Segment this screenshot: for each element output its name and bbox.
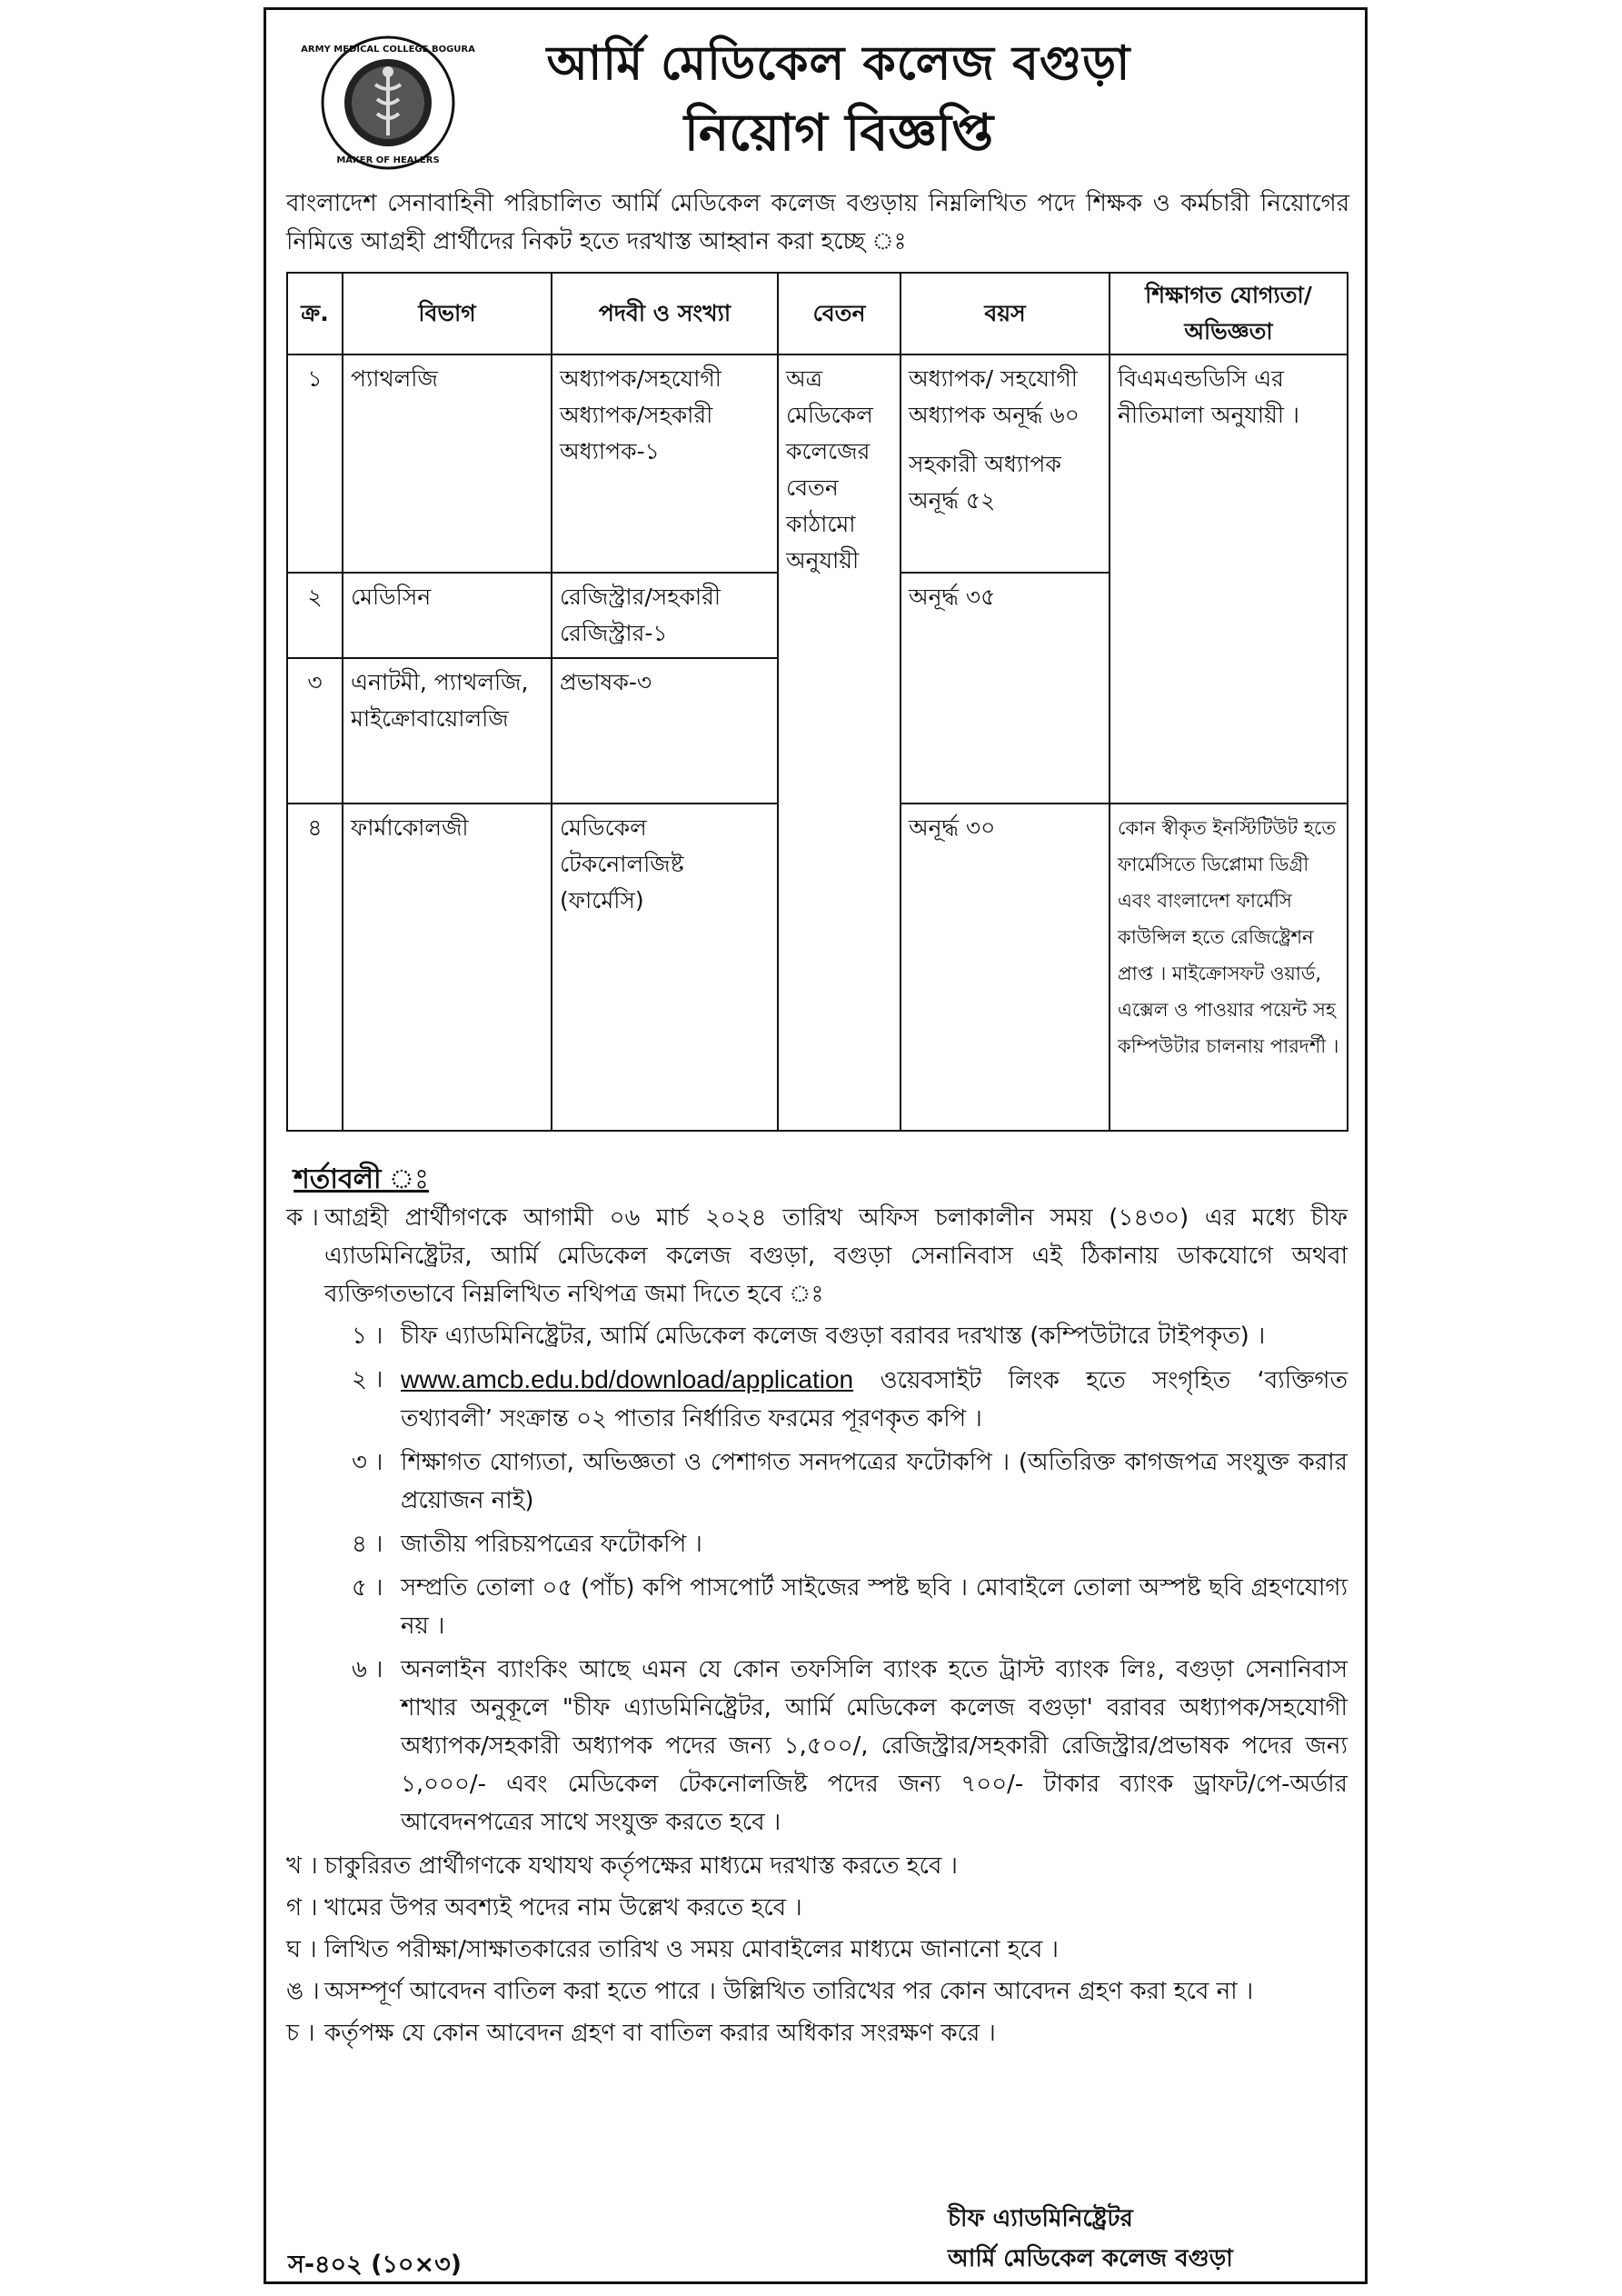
item-marker: ৫ । xyxy=(352,1574,383,1602)
condition-marker: ক । xyxy=(286,1204,319,1232)
logo-text-top: ARMY MEDICAL COLLEGE BOGURA xyxy=(301,45,475,55)
row-department: এনাটমী, প্যাথলজি, মাইক্রোবায়োলজি xyxy=(343,658,552,804)
row-post: রেজিস্ট্রার/সহকারী রেজিস্ট্রার-১ xyxy=(552,573,778,658)
row-post: প্রভাষক-৩ xyxy=(552,658,778,804)
header-salary: বেতন xyxy=(778,273,901,354)
row-serial: ১ xyxy=(287,354,343,573)
age-cell-technologist xyxy=(901,804,1110,1131)
item-marker: ৩ । xyxy=(352,1449,383,1476)
item-text: জাতীয় পরিচয়পত্রের ফটোকপি । xyxy=(401,1531,702,1558)
signatory-title: চীফ এ্যাডমিনিষ্ট্রেটর xyxy=(948,2205,1133,2232)
conditions-title-colon: ঃ xyxy=(381,1163,429,1195)
condition-marker: ঙ । xyxy=(286,1978,320,2005)
vacancy-table xyxy=(286,272,1348,1132)
condition-text: কর্তৃপক্ষ যে কোন আবেদন গ্রহণ বা বাতিল করার অধিকার সংরক্ষণ করে । xyxy=(324,2020,996,2047)
age-technologist: অনূর্দ্ধ ৩০ xyxy=(909,814,996,841)
condition-ga xyxy=(286,1889,1348,1927)
item-text: সম্প্রতি তোলা ০৫ (পাঁচ) কপি পাসপোর্ট সাইজের স্পষ্ট ছবি । মোবাইলে তোলা অস্পষ্ট ছবি গ্রহণযোগ্য নয় । xyxy=(401,1574,1348,1640)
signature-block xyxy=(948,2199,1293,2279)
document-item xyxy=(286,1361,1348,1438)
condition-uma xyxy=(286,1972,1348,2011)
condition-gha xyxy=(286,1931,1348,1969)
condition-marker: খ । xyxy=(286,1852,318,1880)
item-marker: ৪ । xyxy=(352,1531,383,1558)
row-serial: ২ xyxy=(287,573,343,658)
qualification-technologist: কোন স্বীকৃত ইনস্টিটিউট হতে ফার্মেসিতে ডিপ্লোমা ডিগ্রী এবং বাংলাদেশ ফার্মেসি কাউন্সিল হতে রেজিষ্ট্রেশন প্রাপ্ত । মাইক্রোসফট ওয়ার্ড, এক্সেল ও পাওয়ার পয়েন্ট সহ কম্পিউটার চালনায় পারদর্শী । xyxy=(1118,817,1339,1057)
age-cell-senior xyxy=(901,354,1110,573)
conditions-list xyxy=(286,1199,1348,2056)
table-header-row xyxy=(287,273,1348,354)
item-text: অনলাইন ব্যাংকিং আছে এমন যে কোন তফসিলি ব্যাংক হতে ট্রাস্ট ব্যাংক লিঃ, বগুড়া সেনানিবাস শাখার অনুকূলে "চীফ এ্যাডমিনিষ্ট্রেটর, আর্মি মেডিকেল কলেজ বগুড়া' বরাবর অধ্যাপক/সহযোগী অধ্যাপক/সহকারী অধ্যাপক পদের জন্য ১,৫০০/, রেজিস্ট্রার/সহকারী রেজিস্ট্রার/প্রভাষক পদের জন্য ১,০০০/- এবং মেডিকেল টেকনোলজিষ্ট পদের জন্য ৭০০/- টাকার ব্যাংক ড্রাফট/পে-অর্ডার আবেদনপত্রের সাথে সংযুক্ত করতে হবে । xyxy=(401,1656,1348,1836)
item-marker: ৬ । xyxy=(352,1656,383,1683)
condition-text: চাকুরিরত প্রার্থীগণকে যথাযথ কর্তৃপক্ষের মাধ্যমে দরখাস্ত করতে হবে । xyxy=(324,1852,958,1880)
conditions-title-text: শর্তাবলী xyxy=(294,1163,382,1195)
salary-cell xyxy=(778,354,901,1131)
condition-marker: ঘ । xyxy=(286,1936,317,1963)
item-text: চীফ এ্যাডমিনিষ্ট্রেটর, আর্মি মেডিকেল কলেজ বগুড়া বরাবর দরখাস্ত (কম্পিউটারে টাইপকৃত) । xyxy=(401,1323,1266,1350)
college-title: আর্মি মেডিকেল কলেজ বগুড়া xyxy=(546,36,1131,91)
qualification-cell-general xyxy=(1110,354,1348,804)
condition-text: অসম্পূর্ণ আবেদন বাতিল করা হতে পারে । উল্লিখিত তারিখের পর কোন আবেদন গ্রহণ করা হবে না । xyxy=(324,1978,1254,2005)
header-post: পদবী ও সংখ্যা xyxy=(552,273,778,354)
condition-cha xyxy=(286,2014,1348,2052)
item-text: ওয়েবসাইট লিংক হতে সংগৃহিত ‘ব্যক্তিগত তথ্যাবলী’ সংক্রান্ত ০২ পাতার নির্ধারিত ফরমের পূরণকৃত কপি । xyxy=(401,1367,1348,1433)
condition-text: খামের উপর অবশ্যই পদের নাম উল্লেখ করতে হবে । xyxy=(324,1894,802,1922)
header-department: বিভাগ xyxy=(343,273,552,354)
condition-text: আগ্রহী প্রার্থীগণকে আগামী ০৬ মার্চ ২০২৪ তারিখ অফিস চলাকালীন সময় (১৪৩০) এর মধ্যে চীফ এ্যাডমিনিষ্ট্রেটর, আর্মি মেডিকেল কলেজ বগুড়া, বগুড়া সেনানিবাস এই ঠিকানায় ডাকযোগে অথবা ব্যক্তিগতভাবে নিম্নলিখিত নথিপত্র জমা দিতে হবে ঃ xyxy=(324,1204,1348,1308)
college-logo xyxy=(301,35,475,170)
notice-frame xyxy=(264,7,1368,2284)
application-form-link[interactable]: www.amcb.edu.bd/download/application xyxy=(401,1365,854,1393)
row-department: মেডিসিন xyxy=(343,573,552,658)
qualification-general: বিএমএন্ডডিসি এর নীতিমালা অনুযায়ী । xyxy=(1118,365,1299,428)
age-assistant-professor: সহকারী অধ্যাপক অনূর্দ্ধ ৫২ xyxy=(909,451,1061,514)
age-professor: অধ্যাপক/ সহযোগী অধ্যাপক অনূর্দ্ধ ৬০ xyxy=(909,365,1080,428)
condition-kha xyxy=(286,1847,1348,1885)
signatory-office: আর্মি মেডিকেল কলেজ বগুড়া xyxy=(948,2245,1233,2272)
row-department: ফার্মাকোলজী xyxy=(343,804,552,1131)
salary-text: অত্র মেডিকেল কলেজের বেতন কাঠামো অনুযায়ী xyxy=(786,365,873,574)
item-marker: ২ । xyxy=(352,1366,383,1393)
row-post: অধ্যাপক/সহযোগী অধ্যাপক/সহকারী অধ্যাপক-১ xyxy=(552,354,778,573)
row-department: প্যাথলজি xyxy=(343,354,552,573)
document-item xyxy=(286,1651,1348,1842)
item-marker: ১ । xyxy=(352,1323,383,1350)
document-item xyxy=(286,1525,1348,1563)
condition-ka xyxy=(286,1199,1348,1313)
conditions-title xyxy=(294,1157,429,1203)
document-item xyxy=(286,1443,1348,1520)
header-qualification: শিক্ষাগত যোগ্যতা/অভিজ্ঞতা xyxy=(1110,273,1348,354)
condition-marker: গ । xyxy=(286,1894,318,1922)
table-row xyxy=(287,354,1348,573)
header-serial: ক্র. xyxy=(287,273,343,354)
logo-text-bottom: MAKER OF HEALERS xyxy=(336,155,440,165)
row-serial: ৪ xyxy=(287,804,343,1131)
condition-text: লিখিত পরীক্ষা/সাক্ষাতকারের তারিখ ও সময় মোবাইলের মাধ্যমে জানানো হবে । xyxy=(324,1936,1059,1963)
row-serial: ৩ xyxy=(287,658,343,804)
notice-title: নিয়োগ বিজ্ঞপ্তি xyxy=(683,104,994,163)
row-post: মেডিকেল টেকনোলজিষ্ট (ফার্মেসি) xyxy=(552,804,778,1131)
age-cell-junior xyxy=(901,573,1110,804)
item-text: শিক্ষাগত যোগ্যতা, অভিজ্ঞতা ও পেশাগত সনদপত্রের ফটোকপি । (অতিরিক্ত কাগজপত্র সংযুক্ত করার প্রয়োজন নাই) xyxy=(401,1449,1348,1514)
qualification-cell-technologist xyxy=(1110,804,1348,1131)
header-age: বয়স xyxy=(901,273,1110,354)
document-item xyxy=(286,1569,1348,1645)
age-registrar-lecturer: অনূর্দ্ধ ৩৫ xyxy=(909,584,996,610)
intro-paragraph: বাংলাদেশ সেনাবাহিনী পরিচালিত আর্মি মেডিকেল কলেজ বগুড়ায় নিম্নলিখিত পদে শিক্ষক ও কর্মচারী নিয়োগের নিমিত্তে আগ্রহী প্রার্থীদের নিকট হতে দরখাস্ত আহ্বান করা হচ্ছে ঃ xyxy=(286,190,1349,255)
reference-code: স-৪০২ (১০×৩) xyxy=(288,2251,463,2279)
document-item xyxy=(286,1317,1348,1355)
condition-marker: চ । xyxy=(286,2020,315,2047)
